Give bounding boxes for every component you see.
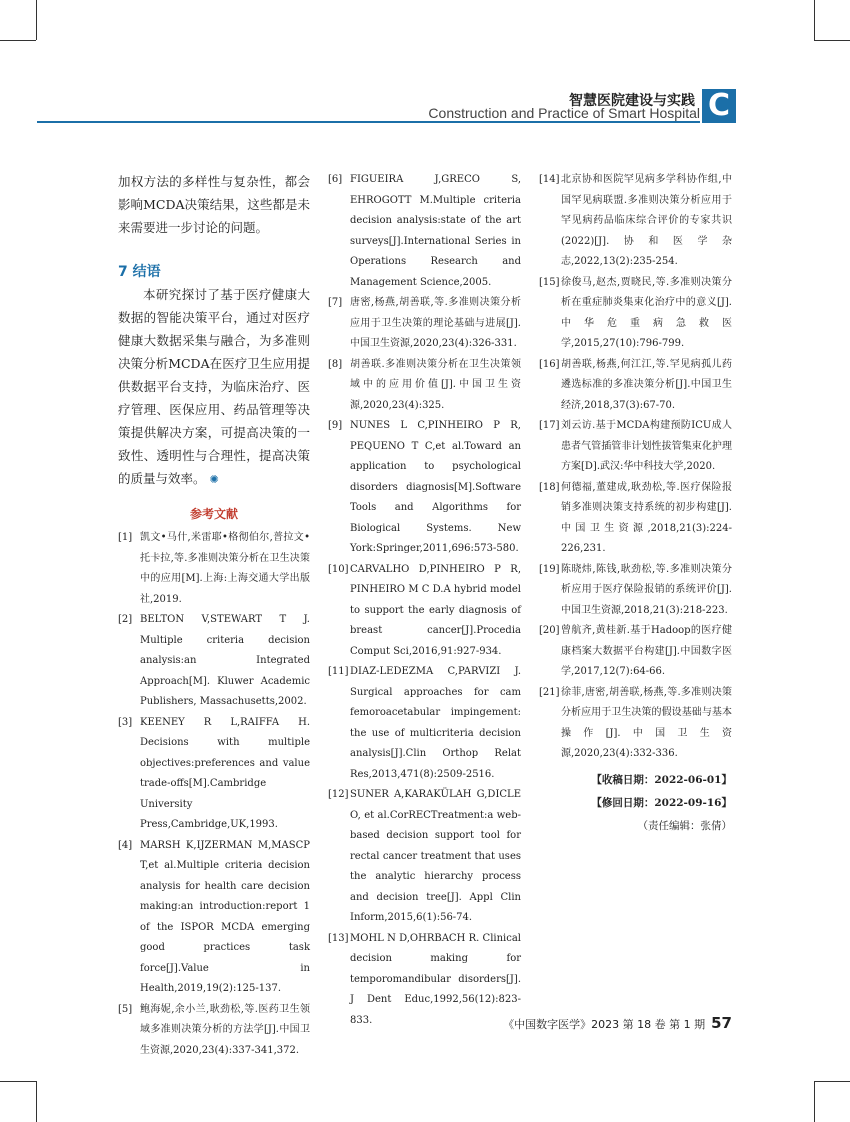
column-middle [328, 170, 521, 1031]
reference-text: 曾航齐,黄桂新.基于Hadoop的医疗健康档案大数据平台构建[J].中国数字医学,2017,12(7):64-66. [561, 625, 732, 677]
reference-number: [6] [328, 174, 343, 185]
ref-list-col2 [328, 170, 521, 1031]
reference-text: 唐密,杨燕,胡善联,等.多准则决策分析应用于卫生决策的理论基础与进展[J].中国卫生资源,2020,23(4):326-331. [350, 297, 521, 349]
page-footer [503, 1014, 732, 1032]
reference-number: [1] [118, 532, 133, 543]
reference-number: [20] [539, 625, 560, 636]
reference-text: DIAZ-LEDEZMA C,PARVIZI J. Surgical approaches for cam femoroacetabular impingement: the use of multicriteria decision analysis[J].Clin Orthop Relat Res,2013,471(8):2509-2516. [350, 666, 521, 780]
editor-note: （责任编辑：张倩） [637, 819, 732, 832]
reference-item [539, 478, 732, 560]
reference-item [328, 170, 521, 293]
reference-item [539, 170, 732, 273]
intro-paragraph: 加权方法的多样性与复杂性，都会影响MCDA决策结果，这些都是未来需要进一步讨论的问题。 [118, 174, 310, 235]
section-heading: 7 结语 [118, 264, 161, 280]
reference-text: 何德福,董建成,耿劲松,等.医疗保险报销多准则决策支持系统的初步构建[J].中国卫生资源,2018,21(3):224-226,231. [561, 481, 732, 554]
reference-text: 胡善联.多准则决策分析在卫生决策领域中的应用价值[J].中国卫生资源,2020,23(4):325. [350, 358, 521, 411]
reference-item [539, 416, 732, 478]
reference-text: NUNES L C,PINHEIRO P R, PEQUENO T C,et al.Toward an application to psychological disorders diagnosis[M].Software Tools and Algorithms for Biological Systems. New York:Springer,2011,696:573-580. [350, 420, 521, 554]
reference-text: SUNER A,KARAKÜLAH G,DICLE O, et al.CorRECTreatment:a web-based decision support tool for rectal cancer treatment that uses the analytic hierarchy process and decision tree[J]. Appl Clin Inform,2015,6(1):56-74. [350, 789, 521, 923]
reference-text: 胡善联,杨燕,何江江,等.罕见病孤儿药遴选标准的多准决策分析[J].中国卫生经济,2018,37(3):67-70. [561, 358, 732, 411]
crop-mark [36, 0, 37, 40]
reference-text: KEENEY R L,RAIFFA H. Decisions with multiple objectives:preferences and value trade-offs[M].Cambridge University Press,Cambridge,UK,1993. [140, 716, 310, 830]
journal-issue: 《中国数字医学》2023 第 18 卷 第 1 期 [503, 1018, 706, 1031]
reference-number: [4] [118, 839, 133, 851]
reference-item [328, 785, 521, 929]
reference-item [539, 560, 732, 622]
column-logo: C [702, 89, 736, 123]
reference-item [328, 355, 521, 417]
reference-item [539, 683, 732, 765]
reference-item [118, 836, 310, 1000]
reference-number: [2] [118, 614, 133, 625]
reference-text: 刘云访.基于MCDA构建预防ICU成人患者气管插管非计划性拔管集束化护理方案[D].武汉:华中科技大学,2020. [561, 420, 732, 472]
conclusion-paragraph: 本研究探讨了基于医疗健康大数据的智能决策平台，通过对医疗健康大数据采集与融合，为多准则决策分析MCDA在医疗卫生应用提供数据平台支持，为临床治疗、医疗管理、医保应用、药品管理等决策提供解决方案，可提高决策的一致性、透明性与合理性，提高决策的质量与效率。 ✺ [118, 287, 310, 486]
reference-number: [12] [328, 789, 349, 800]
received-date: 【收稿日期：2022-06-01】 [591, 773, 732, 786]
reference-number: [21] [539, 686, 560, 698]
crop-mark [814, 1081, 815, 1122]
reference-number: [16] [539, 358, 560, 370]
reference-number: [19] [539, 563, 560, 575]
reference-text: 徐菲,唐密,胡善联,杨燕,等.多准则决策分析应用于卫生决策的假设基础与基本操作[J].中国卫生资源,2020,23(4):332-336. [561, 686, 732, 759]
references-title: 参考文献 [189, 507, 238, 521]
reference-item [118, 610, 310, 713]
reference-number: [15] [539, 276, 560, 288]
crop-mark [0, 40, 36, 41]
page-number: 57 [711, 1014, 732, 1032]
reference-item [328, 293, 521, 355]
reference-item [328, 929, 521, 1032]
reference-item [328, 560, 521, 663]
revised-date: 【修回日期：2022-09-16】 [591, 796, 732, 809]
reference-item [539, 273, 732, 355]
reference-text: 鲍海妮,余小兰,耿劲松,等.医药卫生领域多准则决策分析的方法学[J].中国卫生资源,2020,23(4):337-341,372. [140, 1003, 310, 1056]
reference-number: [17] [539, 420, 560, 431]
reference-text: 陈晓炜,陈钱,耿劲松,等.多准则决策分析应用于医疗保险报销的系统评价[J].中国卫生资源,2018,21(3):218-223. [561, 563, 732, 616]
reference-text: FIGUEIRA J,GRECO S, EHROGOTT M.Multiple criteria decision analysis:state of the art surveys[J].International Series in Operations Research and Management Science,2005. [350, 174, 521, 288]
reference-number: [5] [118, 1003, 133, 1015]
ref-list-col3 [539, 170, 732, 765]
reference-item [118, 713, 310, 836]
column-right [539, 170, 732, 838]
end-mark-icon: ✺ [209, 473, 219, 486]
reference-text: 凯文•马什,米雷耶•格彻伯尔,普拉文•托卡拉,等.多准则决策分析在卫生决策中的应用[M].上海:上海交通大学出版社,2019. [140, 532, 310, 605]
reference-number: [14] [539, 174, 560, 185]
reference-text: MARSH K,IJZERMAN M,MASCP T,et al.Multiple criteria decision analysis for health care decision making:an introduction:report 1 of the ISPOR MCDA emerging good practices task force[J].Value in Health,2019,19(2):125-137. [140, 839, 310, 994]
reference-number: [7] [328, 297, 343, 308]
crop-mark [0, 1081, 36, 1082]
ref-list-col1 [118, 528, 310, 1061]
header-rule [37, 121, 700, 123]
journal-column-subtitle: Construction and Practice of Smart Hospital [428, 105, 700, 121]
reference-number: [11] [328, 666, 349, 677]
reference-number: [8] [328, 358, 343, 370]
reference-item [118, 1000, 310, 1062]
reference-number: [9] [328, 420, 343, 431]
reference-text: 徐俊马,赵杰,贾晓民,等.多准则决策分析在重症肺炎集束化治疗中的意义[J].中华危重病急救医学,2015,27(10):796-799. [561, 276, 732, 349]
crop-mark [814, 0, 815, 40]
reference-text: MOHL N D,OHRBACH R. Clinical decision making for temporomandibular disorders[J]. J Dent Educ,1992,56(12):823-833. [350, 932, 521, 1026]
reference-item [328, 662, 521, 785]
reference-item [328, 416, 521, 560]
journal-column-title: 智慧医院建设与实践 [569, 93, 695, 109]
reference-item [539, 355, 732, 417]
crop-mark [36, 1081, 37, 1122]
reference-item [539, 621, 732, 683]
column-left [118, 170, 310, 1061]
reference-number: [13] [328, 932, 349, 944]
reference-text: CARVALHO D,PINHEIRO P R, PINHEIRO M C D.A hybrid model to support the early diagnosis of breast cancer[J].Procedia Comput Sci,2016,91:927-934. [350, 563, 521, 657]
reference-number: [10] [328, 563, 349, 575]
reference-number: [18] [539, 481, 560, 493]
reference-number: [3] [118, 716, 133, 728]
reference-text: 北京协和医院罕见病多学科协作组,中国罕见病联盟.多准则决策分析应用于罕见病药品临床综合评价的专家共识(2022)[J].协和医学杂志,2022,13(2):235-254. [561, 174, 732, 267]
reference-item [118, 528, 310, 610]
reference-text: BELTON V,STEWART T J. Multiple criteria decision analysis:an Integrated Approach[M]. Kluwer Academic Publishers, Massachusetts,2002. [140, 614, 310, 707]
crop-mark [814, 40, 850, 41]
crop-mark [814, 1081, 850, 1082]
